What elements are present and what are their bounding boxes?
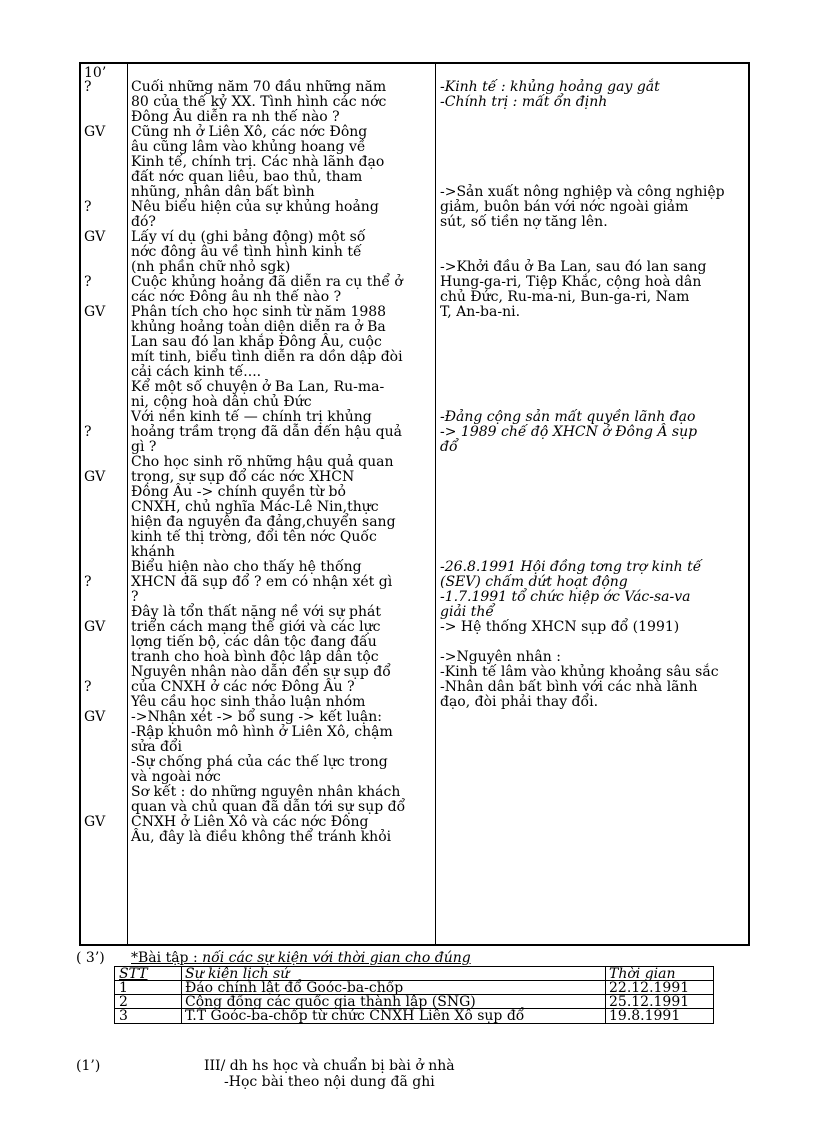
table-cell-text: Nêu biểu hiện của sự khủng hoảng xyxy=(131,199,379,215)
table-cell-text: -Kinh tế lâm vào khủng khoảng sâu sắc xyxy=(440,664,719,680)
exercise-table xyxy=(114,966,714,1024)
table-cell-text: chủ Đức, Ru-ma-ni, Bun-ga-ri, Nam xyxy=(440,289,690,305)
exercise-title xyxy=(131,951,471,966)
table-cell-text: Biểu hiện nào cho thấy hệ thống xyxy=(131,559,362,575)
table-cell-text: Cuộc khủng hoảng đã diễn ra cụ thể ở xyxy=(131,274,403,290)
table-cell-text: -Rập khuôn mô hình ở Liên Xô, chậm xyxy=(131,724,393,740)
row-event: T.T Goóc-ba-chốp từ chức CNXH Liên Xô sụp đổ xyxy=(185,1008,525,1024)
table-cell-text: triển cách mạng thế giới và các lực xyxy=(131,619,381,635)
table-cell-text: (nh phần chữ nhỏ sgk) xyxy=(131,259,291,275)
table-cell-text: -26.8.1991 Hội đồng tơng trợ kinh tế xyxy=(440,559,702,575)
header-stt: STT xyxy=(119,966,148,982)
table-row xyxy=(115,995,713,1009)
table-row xyxy=(115,981,713,995)
table-cell-text: ? xyxy=(84,199,92,215)
table-cell-text: -Nhân dân bất bình với các nhà lãnh xyxy=(440,679,698,695)
table-cell-text: ->Khởi đầu ở Ba Lan, sau đó lan sang xyxy=(440,259,707,275)
row-stt: 3 xyxy=(119,1008,128,1024)
table-cell-text: GV xyxy=(84,469,106,485)
table-cell-text: -Đảng cộng sản mất quyền lãnh đạo xyxy=(440,409,696,425)
table-row xyxy=(115,1009,713,1023)
table-cell-text: đạo, đòi phải thay đổi. xyxy=(440,694,599,710)
exercise-header-row xyxy=(115,967,713,981)
table-cell-text: Hung-ga-ri, Tiệp Khắc, cộng hoà dân xyxy=(440,274,702,290)
table-cell-text: Sơ kết : do những nguyên nhân khách xyxy=(131,784,401,800)
table-cell-text: Nguyên nhân nào dẫn đến sự sụp đổ xyxy=(131,664,391,680)
table-cell-text: Cuối những năm 70 đầu những năm xyxy=(131,79,387,95)
table-cell-text: các nớc Đông âu nh thế nào ? xyxy=(131,289,342,305)
table-cell-text: GV xyxy=(84,619,106,635)
table-cell-text: Yêu cầu học sinh thảo luận nhóm xyxy=(131,694,366,710)
table-cell-text: trọng, sự sụp đổ các nớc XHCN xyxy=(131,469,355,485)
footer-time: (1’) xyxy=(76,1058,101,1074)
footer-line: -Học bài theo nội dung đã ghi xyxy=(224,1074,435,1090)
table-cell-text: âu cũng lâm vào khủng hoang về xyxy=(131,139,366,155)
table-cell-text: CNXH ở Liên Xô và các nớc Đông xyxy=(131,814,369,830)
table-cell-text: T, An-ba-ni. xyxy=(440,304,521,320)
table-cell-text: -> 1989 chế độ XHCN ở Đông Â sụp xyxy=(440,424,698,440)
lesson-table xyxy=(79,62,750,946)
header-time: Thời gian xyxy=(609,966,676,982)
table-cell-text: -1.7.1991 tổ chức hiệp ớc Vác-sa-va xyxy=(440,589,691,605)
table-cell-text: Phân tích cho học sinh từ năm 1988 xyxy=(131,304,387,320)
table-cell-text: gì ? xyxy=(131,439,157,455)
table-cell-text: Với nền kinh tế — chính trị khủng xyxy=(131,409,372,425)
table-cell-text: tranh cho hoà bình độc lập dân tộc xyxy=(131,649,379,665)
table-cell-text: Đây là tổn thất nặng nề với sự phát xyxy=(131,604,381,620)
table-cell-text: quan và chủ quan đã dẫn tới sự sụp đổ xyxy=(131,799,406,815)
table-cell-text: ? xyxy=(84,574,92,590)
table-cell-text: Kể một số chuyện ở Ba Lan, Ru-ma- xyxy=(131,379,385,395)
table-cell-text: -Chính trị : mất ổn định xyxy=(440,94,608,110)
table-cell-text: hiện đa nguyên đa đảng,chuyển sang xyxy=(131,514,396,530)
table-cell-text: GV xyxy=(84,124,106,140)
table-cell-text: Đông Âu -> chính quyền từ bỏ xyxy=(131,484,346,500)
exercise-prefix: *Bài tập : xyxy=(131,950,203,966)
table-cell-text: đó? xyxy=(131,214,156,230)
table-cell-text: -Kinh tế : khủng hoảng gay gắt xyxy=(440,79,660,95)
table-cell-text: Kinh tế, chính trị. Các nhà lãnh đạo xyxy=(131,154,385,170)
column-divider-1 xyxy=(127,64,128,944)
table-cell-text: của CNXH ở các nớc Đông Âu ? xyxy=(131,679,355,695)
table-cell-text: GV xyxy=(84,814,106,830)
row-time: 22.12.1991 xyxy=(609,980,690,996)
row-time: 25.12.1991 xyxy=(609,994,690,1010)
table-cell-text: ni, cộng hoà dân chủ Đức xyxy=(131,394,312,410)
table-cell-text: giảm, buôn bán với nớc ngoài giảm xyxy=(440,199,689,215)
table-cell-text: GV xyxy=(84,709,106,725)
table-cell-text: nhũng, nhân dân bất bình xyxy=(131,184,315,200)
table-cell-text: và ngoài nớc xyxy=(131,769,221,785)
column-divider-2 xyxy=(435,64,436,944)
row-time: 19.8.1991 xyxy=(609,1008,681,1024)
table-cell-text: đổ xyxy=(440,439,458,455)
table-cell-text: Đông Âu diễn ra nh thế nào ? xyxy=(131,109,340,125)
table-cell-text: nớc đông âu về tình hình kinh tế xyxy=(131,244,362,260)
header-event: Sự kiện lịch sử xyxy=(185,966,290,982)
table-cell-text: 10’ xyxy=(84,65,107,81)
row-event: Cộng đồng các quốc gia thành lập (SNG) xyxy=(185,994,476,1010)
table-cell-text: sút, số tiền nợ tăng lên. xyxy=(440,214,608,230)
table-cell-text: sửa đổi xyxy=(131,739,183,755)
table-cell-text: đất nớc quan liêu, bao thủ, tham xyxy=(131,169,363,185)
table-cell-text: GV xyxy=(84,304,106,320)
table-cell-text: (SEV) chấm dứt hoạt động xyxy=(440,574,628,590)
footer-heading: III/ dh hs học và chuẩn bị bài ở nhà xyxy=(204,1058,455,1074)
row-stt: 2 xyxy=(119,994,128,1010)
table-cell-text: khánh xyxy=(131,544,175,560)
exercise-time: ( 3’) xyxy=(76,950,105,966)
table-cell-text: lợng tiến bộ, các dân tộc đang đấu xyxy=(131,634,377,650)
table-cell-text: Cũng nh ở Liên Xô, các nớc Đông xyxy=(131,124,368,140)
table-cell-text: cải cách kinh tế.... xyxy=(131,364,262,380)
table-cell-text: ? xyxy=(84,79,92,95)
table-cell-text: XHCN đã sụp đổ ? em có nhận xét gì xyxy=(131,574,393,590)
table-cell-text: kinh tế thị trờng, đổi tên nớc Quốc xyxy=(131,529,377,545)
table-cell-text: -Sự chống phá của các thế lực trong xyxy=(131,754,388,770)
row-stt: 1 xyxy=(119,980,128,996)
table-cell-text: khủng hoảng toàn diện diễn ra ở Ba xyxy=(131,319,386,335)
table-cell-text: mít tinh, biểu tình diễn ra dồn dập đòi xyxy=(131,349,403,365)
table-cell-text: Lan sau đó lan khắp Đông Âu, cuộc xyxy=(131,334,382,350)
row-event: Đảo chính lật đổ Goóc-ba-chốp xyxy=(185,980,404,996)
table-cell-text: Âu, đây là điều không thể tránh khỏi xyxy=(131,829,392,845)
table-cell-text: ? xyxy=(131,589,139,605)
table-cell-text: CNXH, chủ nghĩa Mác-Lê Nin,thực xyxy=(131,499,379,515)
table-cell-text: ? xyxy=(84,679,92,695)
table-cell-text: ? xyxy=(84,274,92,290)
table-cell-text: hoảng trầm trọng đã dẫn đến hậu quả xyxy=(131,424,402,440)
table-cell-text: ->Nhận xét -> bổ sung -> kết luận: xyxy=(131,709,382,725)
exercise-instruction: nối các sự kiện với thời gian cho đúng xyxy=(202,950,471,966)
table-cell-text: ->Sản xuất nông nghiệp và công nghiệp xyxy=(440,184,725,200)
table-cell-text: ->Nguyên nhân : xyxy=(440,649,561,665)
table-cell-text: Cho học sinh rõ những hậu quả quan xyxy=(131,454,394,470)
table-cell-text: giải thể xyxy=(440,604,494,620)
table-cell-text: GV xyxy=(84,229,106,245)
table-cell-text: ? xyxy=(84,424,92,440)
table-cell-text: Lấy ví dụ (ghi bảng động) một số xyxy=(131,229,366,245)
table-cell-text: -> Hệ thống XHCN sụp đổ (1991) xyxy=(440,619,680,635)
table-cell-text: 80 của thế kỷ XX. Tình hình các nớc xyxy=(131,94,387,110)
